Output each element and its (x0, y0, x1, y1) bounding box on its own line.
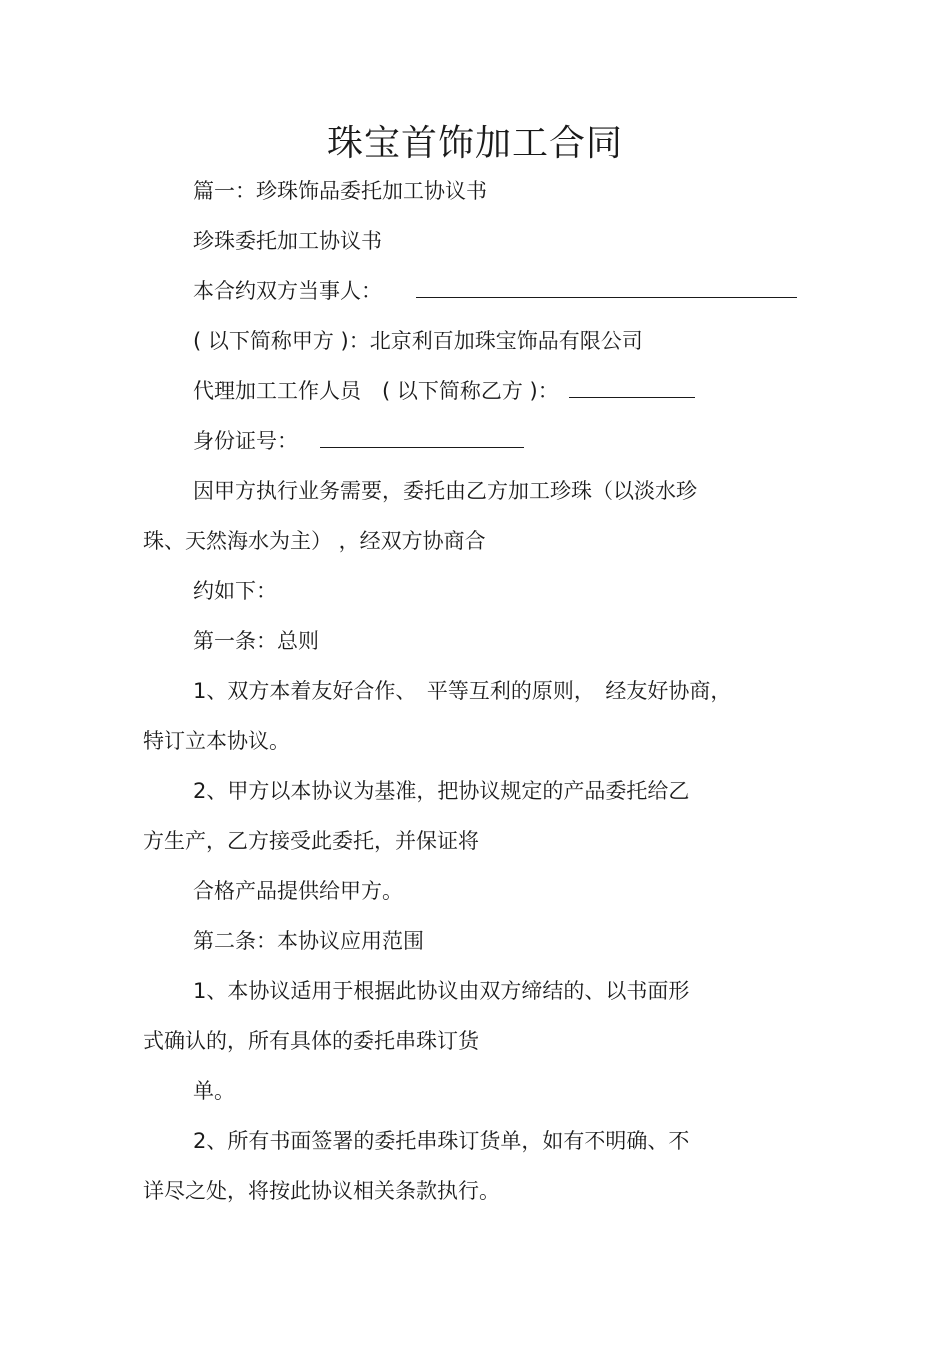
id-number-blank (320, 427, 524, 448)
paragraph-line: 珠、天然海水为主） ，经双方协商合 (143, 529, 486, 553)
paragraph-line: 特订立本协议。 (143, 729, 290, 753)
paragraph-line: 2、甲方以本协议为基准，把协议规定的产品委托给乙 (193, 779, 690, 803)
party-a-line: ( 以下简称甲方 )：北京利百加珠宝饰品有限公司 (193, 329, 643, 353)
article-heading: 第二条：本协议应用范围 (193, 929, 424, 953)
paragraph-line: 2、所有书面签署的委托串珠订货单，如有不明确、不 (193, 1129, 690, 1153)
parties-line: 本合约双方当事人： (193, 276, 797, 306)
parties-blank (416, 277, 797, 298)
paragraph-line: 约如下： (193, 579, 277, 603)
paragraph-line: 式确认的，所有具体的委托串珠订货 (143, 1029, 479, 1053)
subtitle: 珍珠委托加工协议书 (193, 229, 382, 253)
paragraph-line: 方生产，乙方接受此委托，并保证将 (143, 829, 479, 853)
paragraph-line: 1、本协议适用于根据此协议由双方缔结的、以书面形 (193, 979, 690, 1003)
paragraph-line: 单。 (193, 1079, 235, 1103)
paragraph-line: 1、双方本着友好合作、 平等互利的原则， 经友好协商， (193, 679, 732, 703)
section-heading: 篇一：珍珠饰品委托加工协议书 (193, 179, 487, 203)
paragraph-line: 合格产品提供给甲方。 (193, 879, 403, 903)
party-b-line: 代理加工工作人员 ( 以下简称乙方 )： (193, 376, 695, 406)
article-heading: 第一条：总则 (193, 629, 319, 653)
paragraph-line: 因甲方执行业务需要，委托由乙方加工珍珠（以淡水珍 (193, 479, 697, 503)
document-title: 珠宝首饰加工合同 (326, 123, 623, 164)
id-number-line: 身份证号： (193, 426, 524, 456)
party-b-blank (569, 377, 695, 398)
paragraph-line: 详尽之处，将按此协议相关条款执行。 (143, 1179, 500, 1203)
